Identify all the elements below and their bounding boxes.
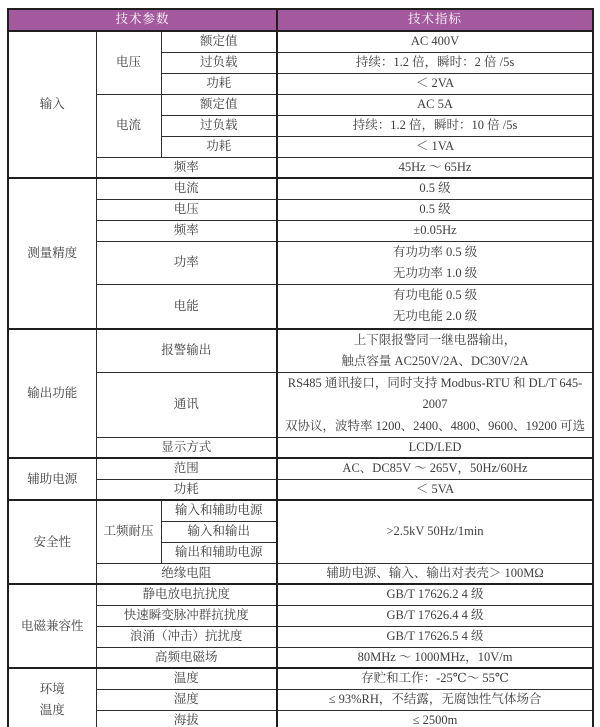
value-line: 上下限报警同一继电器输出，: [353, 332, 517, 347]
value-cell: 45Hz ～ 65Hz: [277, 157, 593, 178]
value-cell: 持续：1.2 倍，瞬时：10 倍 /5s: [277, 115, 593, 136]
section-label-environment: [8, 668, 96, 727]
section-label-emc: 电磁兼容性: [8, 584, 96, 668]
group-label-current: 电流: [96, 94, 161, 157]
value-cell: [277, 285, 593, 329]
param-cell: 电流: [96, 178, 277, 199]
param-cell: 绝缘电阻: [96, 563, 277, 584]
section-label-input: 输入: [8, 31, 96, 178]
value-cell: GB/T 17626.4 4 级: [277, 605, 593, 626]
value-cell: 辅助电源、输入、输出对表壳＞ 100MΩ: [277, 563, 593, 584]
value-line: 有功电能 0.5 级: [392, 288, 478, 302]
param-cell: 范围: [96, 458, 277, 479]
value-cell: AC、DC85V ～ 265V，50Hz/60Hz: [277, 458, 593, 479]
value-line: 无功功率 1.0 级: [392, 265, 478, 280]
param-cell: 高频电磁场: [96, 647, 277, 668]
value-cell: 0.5 级: [277, 199, 593, 220]
param-cell: 输入和辅助电源: [161, 500, 277, 521]
value-line: RS485 通讯接口，同时支持 Modbus-RTU 和 DL/T 645-2007: [287, 376, 583, 412]
section-label-safety: 安全性: [8, 500, 96, 584]
value-cell: 存贮和工作：-25℃～ 55℃: [277, 668, 593, 689]
param-cell: 功耗: [161, 136, 277, 157]
section-label-aux-power: 辅助电源: [8, 458, 96, 500]
group-label-withstand: 工频耐压: [96, 500, 161, 563]
param-cell: 频率: [96, 157, 277, 178]
value-cell: [277, 241, 593, 285]
param-cell: 电压: [96, 199, 277, 220]
header-technical-indicators: 技术指标: [277, 9, 593, 31]
value-cell: 持续：1.2 倍，瞬时：2 倍 /5s: [277, 52, 593, 73]
param-cell: 湿度: [96, 689, 277, 710]
value-cell: AC 5A: [277, 94, 593, 115]
value-cell: 0.5 级: [277, 178, 593, 199]
param-cell: 报警输出: [96, 329, 277, 373]
param-cell: 额定值: [161, 31, 277, 52]
value-cell: 80MHz ～ 1000MHz，10V/m: [277, 647, 593, 668]
param-cell: 过负载: [161, 52, 277, 73]
value-line: 有功功率 0.5 级: [392, 244, 478, 259]
param-cell: 功耗: [161, 73, 277, 94]
value-line: 无功电能 2.0 级: [392, 309, 478, 324]
param-cell: 电能: [96, 285, 277, 329]
value-cell: [277, 373, 593, 438]
param-cell: 输入和输出: [161, 521, 277, 542]
param-cell: 海拔: [96, 710, 277, 727]
value-line: 触点容量 AC250V/2A、DC30V/2A: [341, 353, 529, 368]
param-cell: 通讯: [96, 373, 277, 438]
value-cell: ＜ 2VA: [277, 73, 593, 94]
param-cell: 静电放电抗扰度: [96, 584, 277, 605]
param-cell: 输出和辅助电源: [161, 542, 277, 563]
value-cell: ＜ 1VA: [277, 136, 593, 157]
param-cell: 浪涌（冲击）抗扰度: [96, 626, 277, 647]
param-cell: 快速瞬变脉冲群抗扰度: [96, 605, 277, 626]
value-cell: GB/T 17626.2 4 级: [277, 584, 593, 605]
value-line: 双协议，波特率 1200、2400、4800、9600、19200 可选: [285, 418, 586, 433]
param-cell: 温度: [96, 668, 277, 689]
value-cell: AC 400V: [277, 31, 593, 52]
technical-spec-table: [7, 8, 594, 727]
group-label-voltage: 电压: [96, 31, 161, 94]
value-cell: ≤ 2500m: [277, 710, 593, 727]
param-cell: 额定值: [161, 94, 277, 115]
value-cell: LCD/LED: [277, 437, 593, 458]
value-cell: ＜ 5VA: [277, 479, 593, 500]
value-cell: >2.5kV 50Hz/1min: [277, 500, 593, 563]
param-cell: 功率: [96, 241, 277, 285]
section-label-output: 输出功能: [8, 329, 96, 459]
param-cell: 频率: [96, 220, 277, 241]
value-cell: GB/T 17626.5 4 级: [277, 626, 593, 647]
section-label-line: 温度: [39, 702, 65, 717]
section-label-line: 环境: [39, 681, 65, 696]
param-cell: 显示方式: [96, 437, 277, 458]
value-cell: [277, 329, 593, 373]
param-cell: 过负载: [161, 115, 277, 136]
value-cell: ≤ 93%RH，不结露，无腐蚀性气体场合: [277, 689, 593, 710]
param-cell: 功耗: [96, 479, 277, 500]
section-label-accuracy: 测量精度: [8, 178, 96, 329]
value-cell: ±0.05Hz: [277, 220, 593, 241]
header-technical-params: 技术参数: [8, 9, 277, 31]
